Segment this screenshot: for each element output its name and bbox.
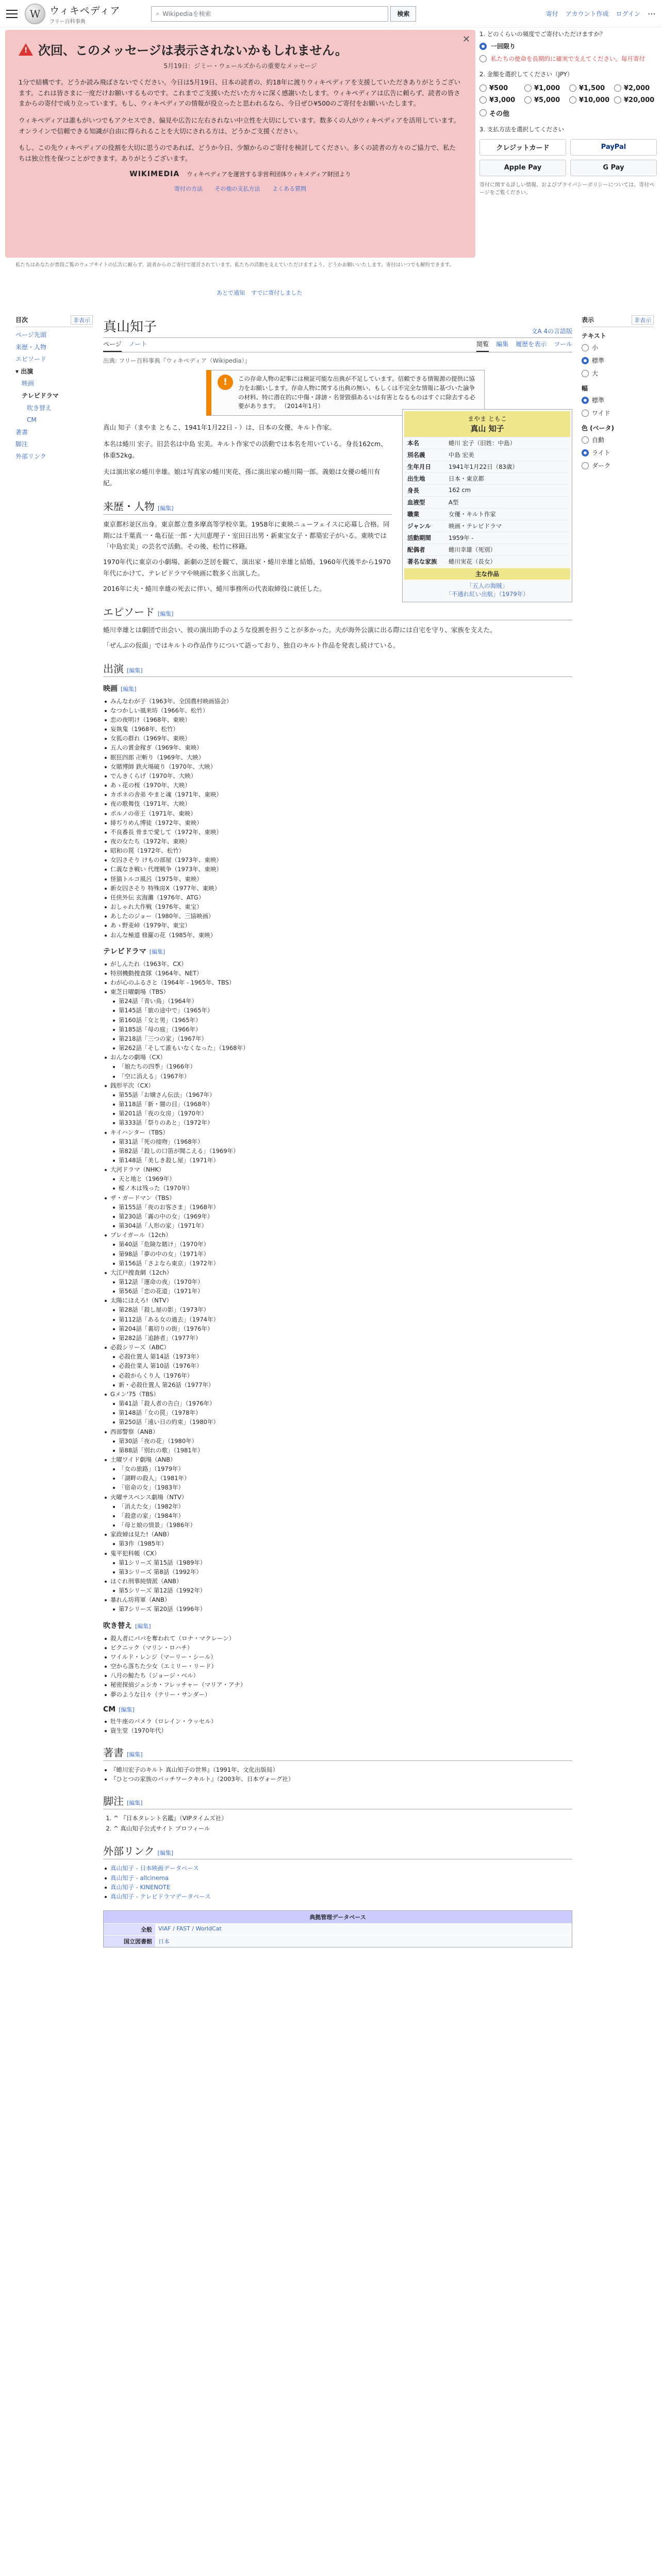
navbox-value[interactable]: 日本 (155, 1936, 572, 1947)
appearance-panel (582, 315, 654, 474)
infobox (402, 409, 572, 602)
banner-title: 次回、このメッセージは表示されないかもしれません。 (38, 43, 347, 58)
infobox-value: 蜷川 宏子（旧姓：中島） (449, 439, 516, 447)
subsection-heading-dub: 吹き替え [編集] (103, 1621, 151, 1630)
width-heading: 幅 (582, 385, 588, 392)
list-item: 天と地と（1969年） (103, 1174, 572, 1183)
navbox-key: 国立図書館 (104, 1936, 155, 1947)
list-item: 「女の旅路」（1979年） (103, 1464, 572, 1473)
body-paragraph: 2016年に夫・蜷川幸雄の死去に伴い、蜷川事務所の代表取締役に就任した。 (103, 585, 326, 592)
list-item: 大江戸捜査網（12ch） (103, 1268, 572, 1277)
top-bar (0, 0, 662, 28)
article-content (103, 316, 572, 1947)
list-item: 第31話「死の接吻」（1968年） (103, 1137, 572, 1146)
list-item: 第333話「祭りのあと」（1972年） (103, 1118, 572, 1127)
banner-link[interactable]: 寄付の方法 (174, 185, 203, 193)
infobox-row (404, 484, 570, 496)
infobox-value: 中島 宏美 (449, 451, 474, 459)
infobox-row (404, 532, 570, 544)
amount-option[interactable]: ¥10,000 (569, 96, 612, 104)
search-icon: ⌕ (156, 10, 160, 17)
list-item: 夜の歌舞伎（1971年、大映） (103, 799, 572, 808)
list-item: 緋ぢりめん博徒（1972年、東映） (103, 818, 572, 827)
banner-link[interactable]: よくある質問 (272, 185, 306, 193)
credit-card-button[interactable]: クレジットカード (479, 139, 566, 156)
list-item: おしゃれ大作戦（1976年、東宝） (103, 902, 572, 911)
subsection-heading-film: 映画 [編集] (103, 684, 137, 693)
infobox-name: 真山 知子 (470, 424, 504, 433)
toc-item[interactable]: 外部リンク (15, 452, 46, 460)
list-item: 太陽にほえろ!（NTV） (103, 1296, 572, 1305)
list-item: 第7シリーズ 第20話（1996年） (103, 1604, 572, 1614)
paypal-button[interactable]: PayPal (570, 139, 657, 156)
infobox-key: 本名 (407, 439, 419, 447)
body-paragraph: 蜷川幸雄とは劇団で出会い、彼の演出助手のような役割を担うことが多かった。夫が海外公演に出る際には自宅を守り、家族を支えた。 (103, 625, 496, 634)
list-item: 資生堂（1970年代） (103, 1726, 572, 1735)
list-item: 第156話「さよなら東京」（1972年） (103, 1259, 572, 1268)
list-item: 第218話「三つの家」（1967年） (103, 1034, 572, 1043)
subsection-heading-tv: テレビドラマ [編集] (103, 947, 166, 956)
list-item: 夜の女たち（1972年、東映） (103, 837, 572, 846)
film-list (103, 697, 572, 940)
table-of-contents (15, 315, 93, 465)
list-item: あゝ花の桜（1970年、大映） (103, 781, 572, 790)
list-item: 秘密探偵ジェシカ・フレッチャー（マリア・アナ） (103, 1680, 572, 1689)
list-item: 第204話「裏切りの街」（1976年） (103, 1324, 572, 1333)
list-item: 第56話「恋の花道」（1971年） (103, 1286, 572, 1296)
banner-paragraph: ウィキペディアは誰もがいつでもアクセスでき、偏見や広告に左右されない中立性を大切にしています。数多くの人がウィキペディアを活用しています。オンラインで信頼できる知識が自由に得られることを大切にされる方は、どうかご支援ください。 (19, 116, 460, 135)
list-item: 第88話「別れの歌」（1981年） (103, 1446, 572, 1455)
infobox-section: 主な作品 (404, 568, 570, 580)
infobox-row (404, 461, 570, 472)
list-item: ビクニック（マリン・ロハチ） (103, 1643, 572, 1652)
list-item: 「湖畔の殺人」（1981年） (103, 1473, 572, 1483)
source-line: 出典: フリー百科事典『ウィキペディア（Wikipedia）』 (103, 357, 251, 364)
infobox-key: 別名義 (407, 451, 425, 459)
amount-question: 2. 金額を選択してください（JPY） (479, 71, 573, 78)
list-item: 恋の夜明け（1968年、東映） (103, 715, 572, 724)
list-item: 『蜷川宏子のキルト 真山知子の世界』（1991年、文化出版局） (103, 1765, 572, 1774)
list-item: 昭和の罠（1972年、松竹） (103, 846, 572, 855)
list-item: 女狐の群れ（1969年、東映） (103, 734, 572, 743)
list-item: プレイガール（12ch） (103, 1230, 572, 1240)
list-item: 女賭博師 鉄火場破り（1970年、大映） (103, 762, 572, 771)
language-button[interactable]: 文A 4の言語版 (531, 328, 572, 335)
list-item: 五人の賞金稼ぎ（1969年、東映） (103, 743, 572, 752)
list-item: 第145話「旅の途中で」（1965年） (103, 1006, 572, 1015)
list-item: 家政婦は見た!（ANB） (103, 1530, 572, 1539)
list-item: 第148話「美しき殺し屋」（1971年） (103, 1156, 572, 1165)
reference-item: 1. ^ 『日本タレント名鑑』（VIPタイムズ社） (113, 1814, 572, 1824)
toc-item[interactable]: テレビドラマ (22, 392, 59, 399)
reference-item: 2. ^ 真山知子公式サイト プロフィール (113, 1824, 572, 1834)
toc-item[interactable]: エピソード (15, 355, 47, 363)
tab-read[interactable]: 閲覧 (476, 340, 489, 352)
infobox-value: 1959年 - (449, 534, 474, 541)
subsection-heading-cm: CM [編集] (103, 1705, 135, 1714)
banner-foot-text: ウィキペディアを運営する非営利団体ウィキメディア財団より (187, 171, 351, 178)
list-item: 第155話「夜のお客さま」（1968年） (103, 1202, 572, 1212)
amount-other[interactable]: その他 (479, 108, 522, 118)
list-item: 東芝日曜劇場（TBS） (103, 987, 572, 996)
infobox-value: 162 cm (449, 486, 471, 494)
page-title: 真山知子 (103, 319, 157, 335)
list-item: 第3作（1985年） (103, 1539, 572, 1548)
list-item: 第118話「新・闇の目」（1968年） (103, 1099, 572, 1109)
list-item: 「消えた女」（1982年） (103, 1502, 572, 1511)
toc-item[interactable]: ▾ 出演 (15, 367, 34, 375)
list-item: 八月の鯨たち（ジョージ・ベル） (103, 1671, 572, 1680)
site-logo[interactable] (49, 3, 120, 25)
list-item: わが心のふるさと（1964年 - 1965年、TBS） (103, 978, 572, 987)
list-item: 西部警察（ANB） (103, 1427, 572, 1436)
width-standard[interactable]: 標準 (582, 396, 654, 404)
google-pay-button[interactable]: G Pay (570, 160, 657, 176)
reference-list (103, 1814, 572, 1834)
list-item: 牡牛座のパメラ（ロレイン・ラッセル） (103, 1717, 572, 1726)
infobox-works[interactable]: 「五人の海賊」 「不通れ紅い出航」（1979年） (445, 582, 529, 598)
tv-list (103, 959, 572, 1614)
intro-section (103, 422, 392, 488)
section-heading-episode: エピソード [編集] (103, 604, 572, 620)
wikimedia-logo: WIKIMEDIA (129, 170, 180, 179)
donation-notice: 私たちはあなたが普段ご覧のウェブサイトの広告に頼らず、読者からのご寄付で運営されています。私たちの活動を支えていただけますよう、どうかお願いいたします。寄付はいつでも解約できます。 (15, 262, 454, 268)
amount-option[interactable]: ¥500 (479, 84, 522, 92)
navbox-key: 全般 (104, 1924, 155, 1935)
infobox-row (404, 437, 570, 449)
list-item: 第304話「人形の家」（1971年） (103, 1221, 572, 1230)
list-item: おんなの劇場（CX） (103, 1053, 572, 1062)
infobox-key: 生年月日 (407, 463, 431, 470)
list-item: 第41話「殺人者の告白」（1976年） (103, 1399, 572, 1408)
amount-options (479, 84, 657, 118)
navbox-row (104, 1923, 572, 1935)
list-item: 第82話「殺しの口笛が聞こえる」（1969年） (103, 1146, 572, 1156)
method-question: 3. 支払方法を選択してください (479, 125, 565, 133)
list-item: 第230話「霧の中の女」（1969年） (103, 1212, 572, 1221)
list-item: なつかしい風来坊（1966年、松竹） (103, 706, 572, 715)
section-heading-links: 外部リンク [編集] (103, 1843, 572, 1859)
amount-option[interactable]: ¥1,000 (524, 84, 567, 92)
intro-paragraph: 夫は演出家の蜷川幸雄。娘は写真家の蜷川実花、孫に演出家の蜷川陽一郎。義娘は女優の蜷川有紀。 (103, 467, 380, 487)
toc-item[interactable]: 映画 (22, 380, 35, 387)
list-item: 妄執鬼（1968年、松竹） (103, 724, 572, 734)
list-item: 任侠外伝 玄海灘（1976年、ATG） (103, 893, 572, 902)
fundraising-banner (5, 30, 475, 258)
text-size-heading: テキスト (582, 332, 606, 340)
monthly-note: 私たちの使命を長期的に確実で支えてください。毎月寄付 (491, 55, 645, 63)
infobox-row (404, 508, 570, 520)
color-heading: 色 (ベータ) (582, 425, 615, 432)
list-item: 新・必殺仕置人 第26話（1977年） (103, 1380, 572, 1389)
section-heading-notes: 脚注 [編集] (103, 1793, 572, 1809)
list-item: 必殺仕業人 第10話（1976年） (103, 1361, 572, 1370)
login-link[interactable]: ログイン (616, 10, 640, 18)
list-item: 『ひとつの家族のパッチワークキルト』（2003年、日本ヴォーグ社） (103, 1774, 572, 1784)
list-item: 「母と娘の情景」（1986年） (103, 1520, 572, 1530)
infobox-value: 日本・東京都 (449, 475, 484, 482)
infobox-key: 著名な家族 (407, 558, 437, 565)
tab-tools[interactable]: ツール (554, 341, 572, 348)
list-item: 女囚さそり けもの部屋（1973年、東映） (103, 855, 572, 865)
color-dark[interactable]: ダーク (582, 461, 654, 470)
donate-fine-print: 寄付に関する詳しい情報、およびプライバシーポリシーについては、寄付ページをご覧ください。 (479, 182, 655, 196)
infobox-row (404, 472, 570, 484)
alert-icon: ! (218, 375, 233, 390)
navbox-value[interactable]: VIAF / FAST / WorldCat (155, 1924, 572, 1935)
tab-talk[interactable]: ノート (128, 341, 147, 348)
list-item: 第28話「殺し屋の影」（1973年） (103, 1305, 572, 1314)
list-item: 第185話「母の庭」（1966年） (103, 1025, 572, 1034)
apple-pay-button[interactable]: Apple Pay (479, 160, 566, 176)
text-size-large[interactable]: 大 (582, 369, 654, 378)
color-light[interactable]: ライト (582, 448, 654, 457)
donation-form (479, 30, 657, 287)
search-input[interactable] (151, 6, 388, 22)
notice-text: この存命人物の記事には検証可能な出典が不足しています。信頼できる情報源の提供に協力をお願いします。存命人物に関する出典の無い、もしくは不完全な情報に基づいた論争の材料、特に潜在的に中傷・誹謗・名誉毀損あるいは有害となるものはすぐに除去する必要があります。 (238, 375, 475, 410)
donate-link[interactable]: 寄付 (545, 10, 558, 18)
list-item: 殺人者にパパを奪われて（ロナ・マクレーン） (103, 1634, 572, 1643)
search-placeholder: Wikipediaを検索 (162, 10, 211, 18)
intro-paragraph: 本名は蜷川 宏子。旧芸名は中島 宏美。キルト作家での活動では本名を用いている。身長162cm、体重52kg。 (103, 440, 387, 459)
already-donated-link[interactable]: すでに寄付しました (251, 290, 303, 296)
list-item: Gメン'75（TBS） (103, 1389, 572, 1399)
tab-history[interactable]: 履歴を表示 (516, 341, 547, 348)
tab-page[interactable]: ページ (103, 340, 122, 352)
list-item: でんきくらげ（1970年、大映） (103, 771, 572, 781)
infobox-row (404, 496, 570, 508)
list-item: 第30話「夜の花」（1980年） (103, 1436, 572, 1446)
list-item: 第5シリーズ 第12話（1992年） (103, 1586, 572, 1595)
tab-edit[interactable]: 編集 (496, 341, 509, 348)
dub-list (103, 1634, 572, 1699)
list-item: 「空に消える」（1967年） (103, 1072, 572, 1081)
infobox-key: 職業 (407, 511, 419, 518)
amount-option[interactable]: ¥3,000 (479, 96, 522, 104)
cm-list (103, 1717, 572, 1735)
list-item: 第12話「運命の夜」（1970年） (103, 1277, 572, 1286)
list-item: キイハンター（TBS） (103, 1128, 572, 1137)
list-item: 夢のような日々（テリー・サンダー） (103, 1690, 572, 1699)
list-item: 仁義なき戦い 代理戦争（1973年、東映） (103, 865, 572, 874)
amount-option[interactable]: ¥5,000 (524, 96, 567, 104)
list-item: 第282話「追跡者」（1977年） (103, 1333, 572, 1343)
toc-hide-button[interactable]: 非表示 (71, 315, 93, 325)
list-item: 第262話「そして誰もいなくなった」（1968年） (103, 1043, 572, 1053)
list-item: 空から落ちた少女（エミリー・リード） (103, 1662, 572, 1671)
create-account-link[interactable]: アカウント作成 (565, 10, 609, 18)
list-item: 「宿命の女」（1983年） (103, 1483, 572, 1492)
frequency-once-label: 一回限り (491, 43, 516, 50)
list-item: 必殺シリーズ（ABC） (103, 1343, 572, 1352)
toc-title: 目次 (15, 316, 28, 324)
list-item: 第98話「夢の中の女」（1971年） (103, 1249, 572, 1259)
banner-paragraph: もし、この先ウィキペディアの役割を大切に思うのであれば、どうか今日、少額からのご寄付を検討してください。多くの読者の方々のご協力で、私たちは独立性を保つことができます。ありがとうございます。 (19, 144, 456, 162)
infobox-row (404, 544, 570, 555)
color-auto[interactable]: 自動 (582, 435, 654, 444)
frequency-monthly-radio[interactable] (479, 55, 487, 62)
list-item: 第160話「女と男」（1965年） (103, 1015, 572, 1025)
list-item[interactable]: 真山知子 - テレビドラマデータベース (103, 1892, 572, 1901)
frequency-question: 1. どのくらいの頻度でご寄付いただけますか？ (479, 30, 606, 38)
list-item[interactable]: 真山知子 - 日本映画データベース (103, 1863, 572, 1873)
warning-icon: ! (19, 43, 33, 56)
list-item: 火曜サスペンス劇場（NTV） (103, 1493, 572, 1502)
section-heading-books: 著書 [編集] (103, 1744, 572, 1761)
personal-tools (546, 9, 656, 19)
amount-option[interactable]: ¥20,000 (614, 96, 657, 104)
body-paragraph: 東京都杉並区出身。東京都立豊多摩高等学校卒業。1958年に東映ニューフェイスに応募し合格。同期には千葉真一・亀石征一郎・大川恵理子・室田日出男・新東宝女子・都築宏子がいる。東映では「中島宏美」の芸名で活動。その後、松竹に移籍。 (103, 520, 390, 551)
list-item[interactable]: 真山知子 - allcinema (103, 1873, 572, 1883)
infobox-key: 配偶者 (407, 546, 425, 553)
more-options-icon[interactable]: ⋯ (648, 9, 656, 19)
infobox-key: 身長 (407, 487, 419, 494)
list-item: がしんたれ（1963年、CX） (103, 959, 572, 969)
text-size-small[interactable]: 小 (582, 343, 654, 352)
section-heading-works: 出演 [編集] (103, 660, 572, 677)
infobox-value: 蜷川幸雄（死別） (449, 546, 496, 553)
infobox-key: 出生地 (407, 475, 425, 482)
intro-paragraph: 真山 知子（まやま ともこ、1941年1月22日 - ）は、日本の女優、キルト作家。 (103, 423, 336, 432)
infobox-row (404, 555, 570, 567)
list-item: 必殺仕置人 第14話（1973年） (103, 1352, 572, 1361)
infobox-value: 映画・テレビドラマ (449, 522, 502, 530)
list-item: カポネの舎弟 やまと魂（1971年、東映） (103, 790, 572, 799)
list-item: 第3シリーズ 第8話（1992年） (103, 1567, 572, 1577)
list-item: 銭形平次（CX） (103, 1081, 572, 1090)
list-item: 第201話「夜の女房」（1970年） (103, 1109, 572, 1118)
external-link-list (103, 1863, 572, 1901)
list-item: 新女囚さそり 特殊房X（1977年、東映） (103, 884, 572, 893)
list-item: 第40話「危険な賭け」（1970年） (103, 1240, 572, 1249)
infobox-value: 蜷川実花（長女） (449, 558, 496, 565)
list-item: あしたのジョー（1980年、三協映画） (103, 911, 572, 921)
book-list (103, 1765, 572, 1784)
toc-item[interactable]: ページ先頭 (15, 331, 46, 338)
navbox-row (104, 1935, 572, 1947)
list-item: 第148話「女の罠」（1978年） (103, 1408, 572, 1417)
amount-option[interactable]: ¥2,000 (614, 84, 657, 92)
list-item: みんなわが子（1963年、全国農村映画協会） (103, 697, 572, 706)
list-item: 「殺意の家」（1984年） (103, 1511, 572, 1520)
infobox-key: 活動期間 (407, 534, 431, 541)
search-button[interactable]: 検索 (390, 6, 416, 22)
list-item: 樅ノ木は残った（1970年） (103, 1183, 572, 1193)
list-item: 土曜ワイド劇場（ANB） (103, 1455, 572, 1464)
infobox-key: 血液型 (407, 499, 425, 506)
navbox-title: 典拠管理データベース (104, 1911, 572, 1923)
logo-tagline: フリー百科事典 (49, 19, 86, 25)
list-item: 鬼平犯科帳（CX） (103, 1549, 572, 1558)
list-item: 不良番長 骨まで愛して（1972年、東映） (103, 827, 572, 837)
amount-option[interactable]: ¥1,500 (569, 84, 612, 92)
text-size-standard[interactable]: 標準 (582, 356, 654, 365)
logo-title: ウィキペディア (49, 5, 121, 16)
infobox-header (404, 411, 570, 437)
list-item: 大河ドラマ（NHK） (103, 1165, 572, 1174)
list-item: 第1シリーズ 第15話（1989年） (103, 1558, 572, 1567)
list-item[interactable]: 真山知子 - KINENOTE (103, 1883, 572, 1892)
infobox-value: 女優・キルト作家 (449, 511, 496, 518)
infobox-kana: まやま ともこ (468, 415, 507, 422)
list-item: ワイルド・レンジ（マーリー・シール） (103, 1652, 572, 1662)
banner-date: 5月19日：ジミー・ウェールズからの重要なメッセージ (163, 62, 317, 70)
list-item: 「娘たちの四季」（1966年） (103, 1062, 572, 1071)
remind-later-link[interactable]: あとで通知 (217, 290, 245, 296)
list-item: ザ・ガードマン（TBS） (103, 1193, 572, 1202)
wikipedia-logo-icon[interactable]: W (25, 4, 45, 24)
toc-item[interactable]: 脚注 (15, 440, 28, 448)
list-item: おんな極道 修羅の花（1985年、東映） (103, 930, 572, 940)
banner-paragraph: 1分で結構です。どうか読み飛ばさないでください。今日は5月19日、日本の読者の、約18年に渡りウィキペディアを支援していただきありがとうございます。これは皆さまに一度だけお願いするものです。これまでご支援いただいた方々に深く感謝いたします。ウィキペディアは広告に頼らず、読者の皆さまからの寄付で成り立っています。もし、ウィキペディアの情報が役立ったと思われるなら、今日ぜひ¥500のご寄付をお願いいたします。 (19, 78, 460, 108)
list-item: 特別機動捜査隊（1964年、NET） (103, 969, 572, 978)
banner-link[interactable]: その他の支払方法 (214, 185, 260, 193)
list-item: はぐれ刑事純情派（ANB） (103, 1577, 572, 1586)
infobox-value: A型 (449, 499, 459, 506)
toc-item[interactable]: 吹き替え (27, 404, 52, 412)
appearance-hide-button[interactable]: 非表示 (632, 315, 654, 325)
infobox-row (404, 520, 570, 532)
body-paragraph: 1970年代に東京の小劇場、新劇の芝居を観て、演出家・蜷川幸雄と結婚。1960年代後半から1970年代にかけて、テレビドラマや映画に数多く出演した。 (103, 558, 391, 578)
section-heading-career: 来歴・人物 [編集] (103, 498, 392, 515)
notice-date: （2014年1月） (281, 402, 324, 410)
list-item: 暴れん坊将軍（ANB） (103, 1595, 572, 1604)
body-paragraph: 「ぜんぶの仮面」ではキルトの作品作りについて語っており、独自のキルト作品を発表し続けている。 (103, 641, 400, 649)
list-item: 第55話「お嬢さん伝法」（1967年） (103, 1090, 572, 1099)
toc-item[interactable]: 来歴・人物 (15, 343, 47, 351)
infobox-key: ジャンル (407, 522, 431, 530)
menu-icon[interactable] (6, 10, 18, 18)
list-item: ポルノの帝王（1971年、東映） (103, 809, 572, 818)
list-item: あゝ野麦峠（1979年、東宝） (103, 921, 572, 930)
toc-item[interactable]: CM (27, 416, 37, 424)
authority-control (103, 1910, 572, 1947)
list-item: 怪猫トルコ風呂（1975年、東映） (103, 874, 572, 884)
list-item: 必殺からくり人（1976年） (103, 1371, 572, 1380)
toc-item[interactable]: 著書 (15, 428, 28, 436)
list-item: 眠狂四郎 卍斬り（1969年、大映） (103, 753, 572, 762)
close-icon[interactable]: ✕ (462, 34, 470, 45)
infobox-row (404, 449, 570, 461)
infobox-value: 1941年1月22日（83歳） (449, 463, 518, 470)
appearance-title: 表示 (582, 316, 594, 324)
frequency-once-radio[interactable] (479, 43, 487, 50)
list-item: 第250話「遠い日の約束」（1980年） (103, 1417, 572, 1427)
list-item: 第112話「ある女の過去」（1974年） (103, 1315, 572, 1324)
width-wide[interactable]: ワイド (582, 409, 654, 417)
list-item: 第24話「青い鳥」（1964年） (103, 996, 572, 1006)
